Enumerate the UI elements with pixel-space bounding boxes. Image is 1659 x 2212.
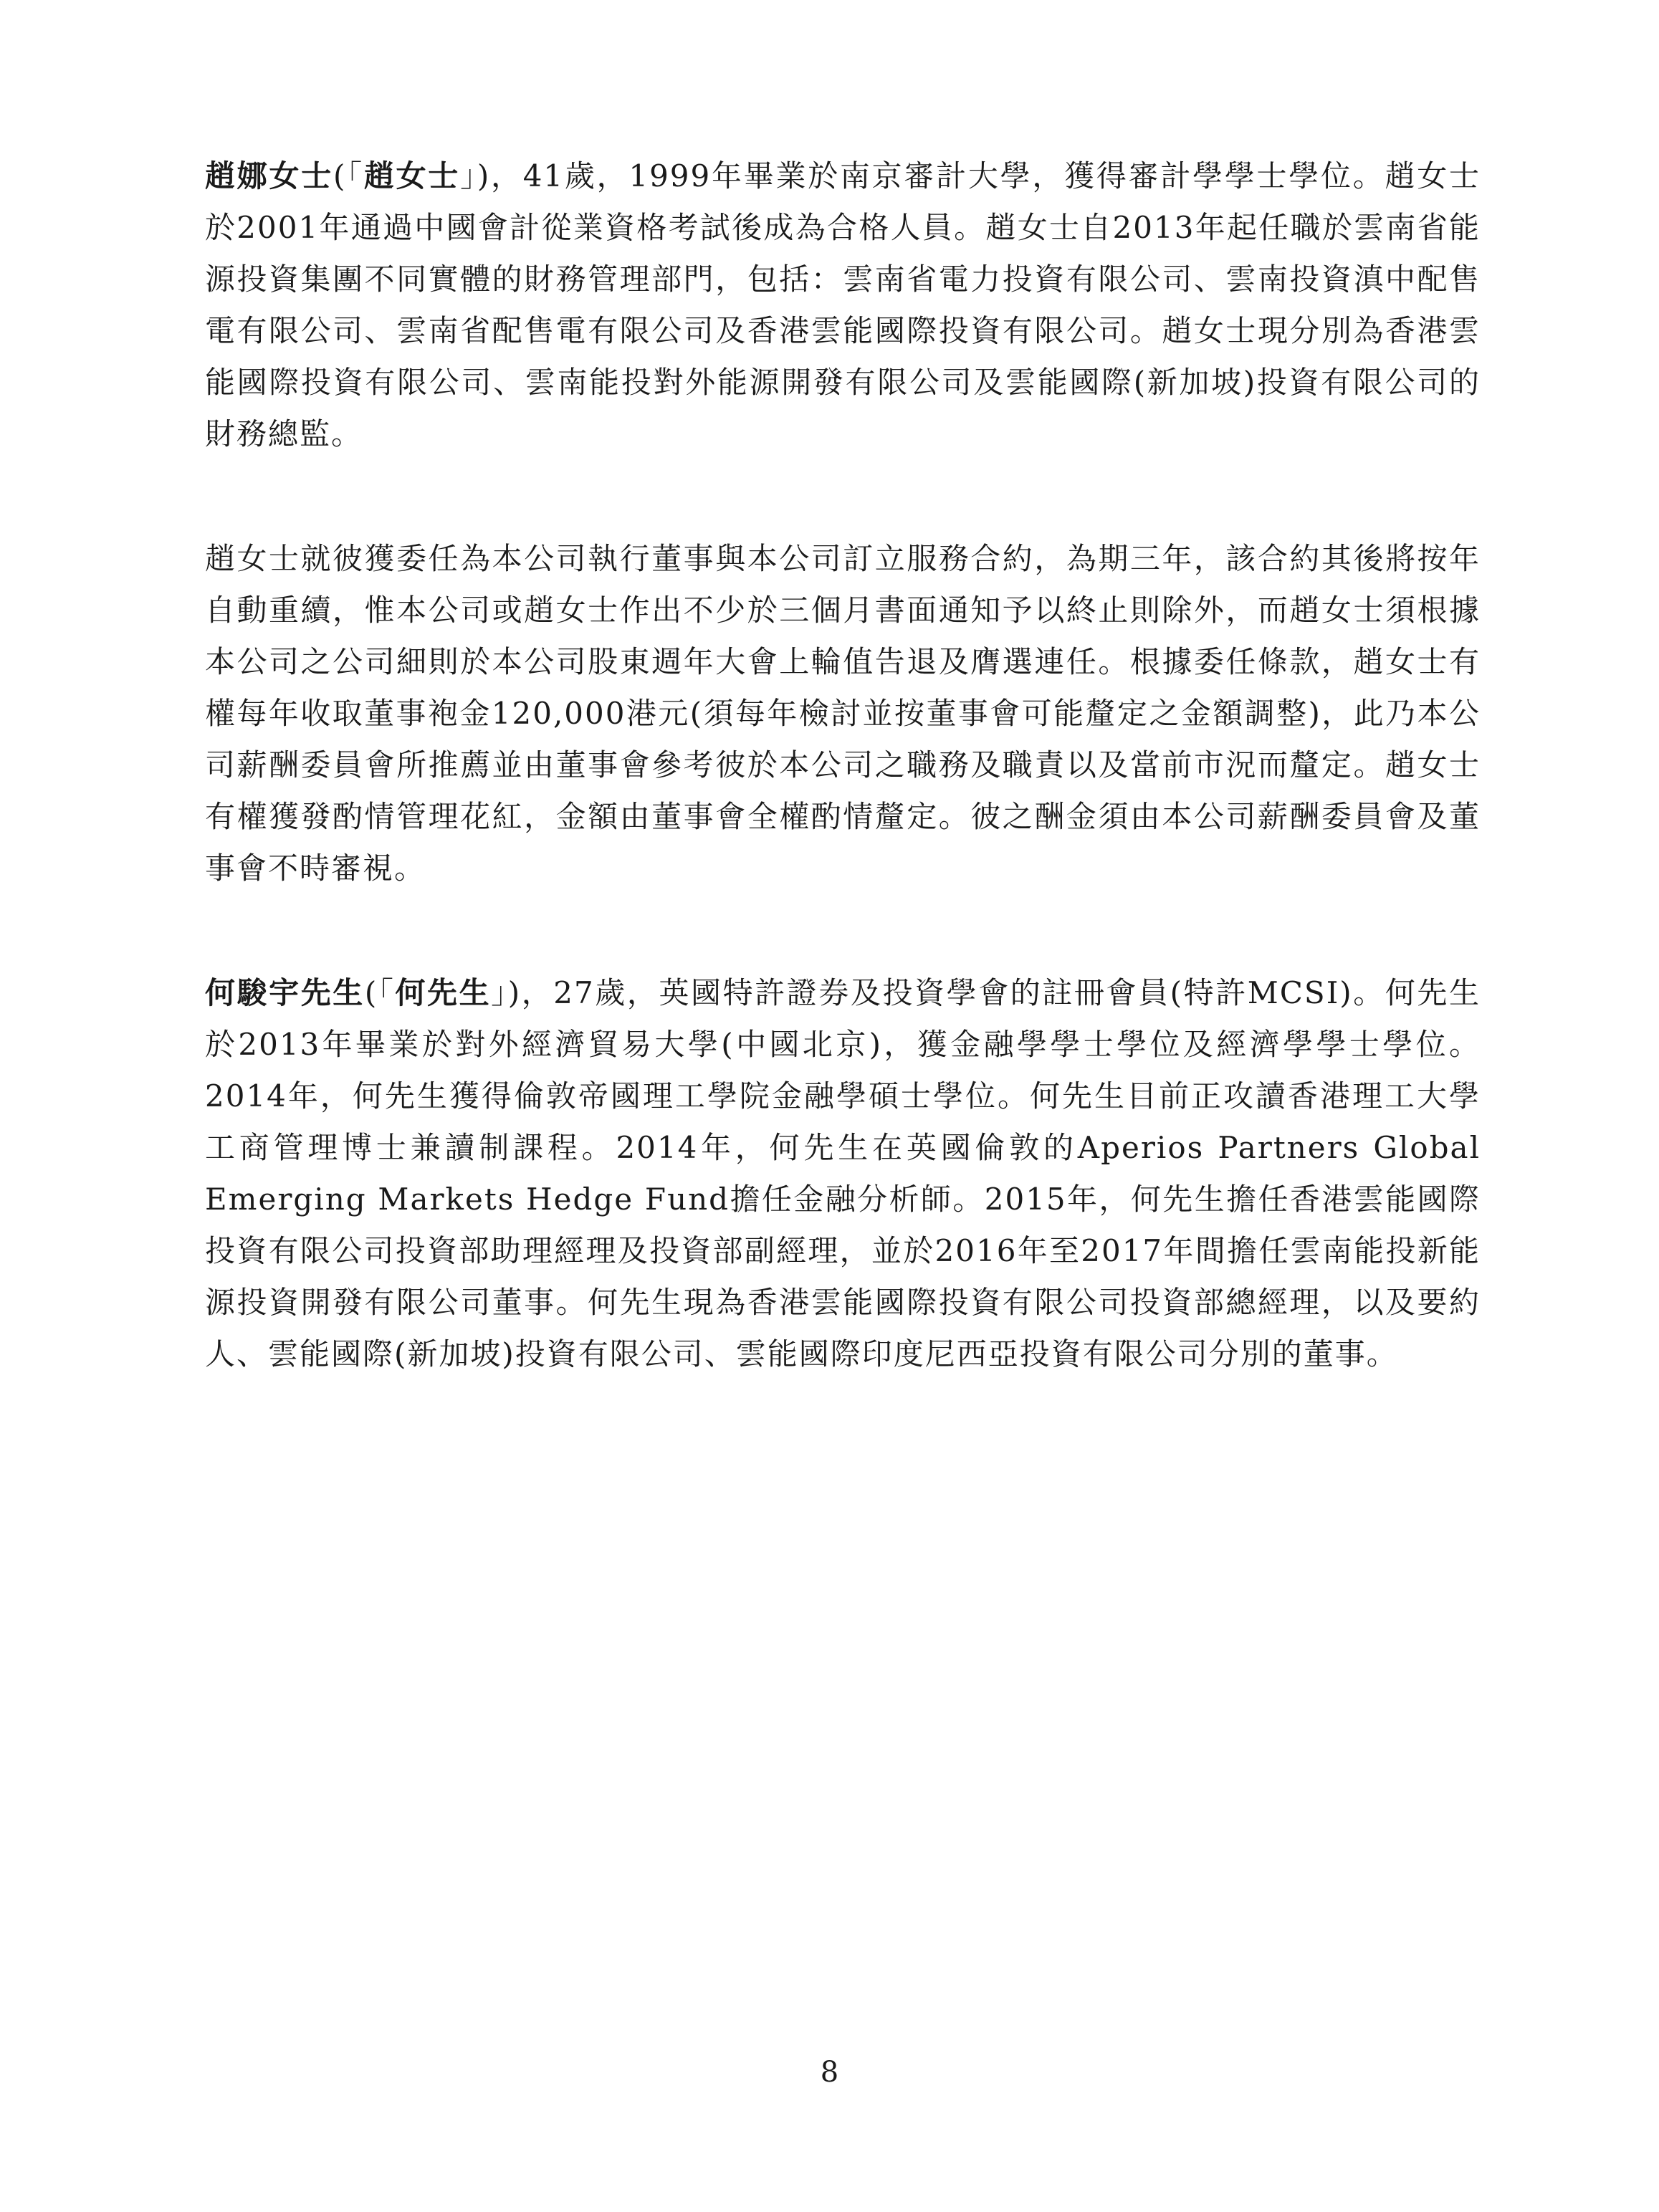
page-content (205, 150, 1481, 1453)
director-short-name-he: 何先生 (395, 975, 492, 1010)
director-name-zhao-na: 趙娜女士 (205, 158, 333, 193)
bio-text-zhao-na: ，41歲，1999年畢業於南京審計大學，獲得審計學學士學位。趙女士於2001年通過中國會計從業資格考試後成為合格人員。趙女士自2013年起任職於雲南省能源投資集團不同實體的財務管理部門，包括：雲南省電力投資有限公司、雲南投資滇中配售電有限公司、雲南省配售電有限公司及香港雲能國際投資有限公司。趙女士現分別為香港雲能國際投資有限公司、雲南能投對外能源開發有限公司及雲能國際(新加坡)投資有限公司的財務總監。 (205, 158, 1481, 451)
alias-open-bracket: (「 (333, 158, 364, 193)
service-contract-text: 趙女士就彼獲委任為本公司執行董事與本公司訂立服務合約，為期三年，該合約其後將按年自動重續，惟本公司或趙女士作出不少於三個月書面通知予以終止則除外，而趙女士須根據本公司之公司細則於本公司股東週年大會上輪值告退及膺選連任。根據委任條款，趙女士有權每年收取董事袍金120,000港元(須每年檢討並按董事會可能釐定之金額調整)，此乃本公司薪酬委員會所推薦並由董事會參考彼於本公司之職務及職責以及當前市況而釐定。趙女士有權獲發酌情管理花紅，金額由董事會全權酌情釐定。彼之酬金須由本公司薪酬委員會及董事會不時審視。 (205, 541, 1481, 886)
paragraph-zhao-na-bio (205, 150, 1481, 460)
paragraph-zhao-service-contract (205, 533, 1481, 894)
alias-close-bracket: 」) (491, 975, 522, 1010)
director-name-he-junyu: 何駿宇先生 (205, 975, 365, 1010)
paragraph-he-junyu-bio (205, 967, 1481, 1380)
bio-text-he-junyu: ，27歲，英國特許證券及投資學會的註冊會員(特許MCSI)。何先生於2013年畢業於對外經濟貿易大學(中國北京)，獲金融學學士學位及經濟學學士學位。2014年，何先生獲得倫敦帝國理工學院金融學碩士學位。何先生目前正攻讀香港理工大學工商管理博士兼讀制課程。2014年，何先生在英國倫敦的Aperios Partners Global Emerging Markets Hedge Fund擔任金融分析師。2015年，何先生擔任香港雲能國際投資有限公司投資部助理經理及投資部副經理，並於2016年至2017年間擔任雲南能投新能源投資開發有限公司董事。何先生現為香港雲能國際投資有限公司投資部總經理，以及要約人、雲能國際(新加坡)投資有限公司、雲能國際印度尼西亞投資有限公司分別的董事。 (205, 975, 1481, 1371)
alias-open-bracket: (「 (364, 975, 396, 1010)
director-short-name-zhao: 趙女士 (363, 158, 461, 193)
alias-close-bracket: 」) (460, 158, 491, 193)
page-number: 8 (820, 2056, 839, 2089)
